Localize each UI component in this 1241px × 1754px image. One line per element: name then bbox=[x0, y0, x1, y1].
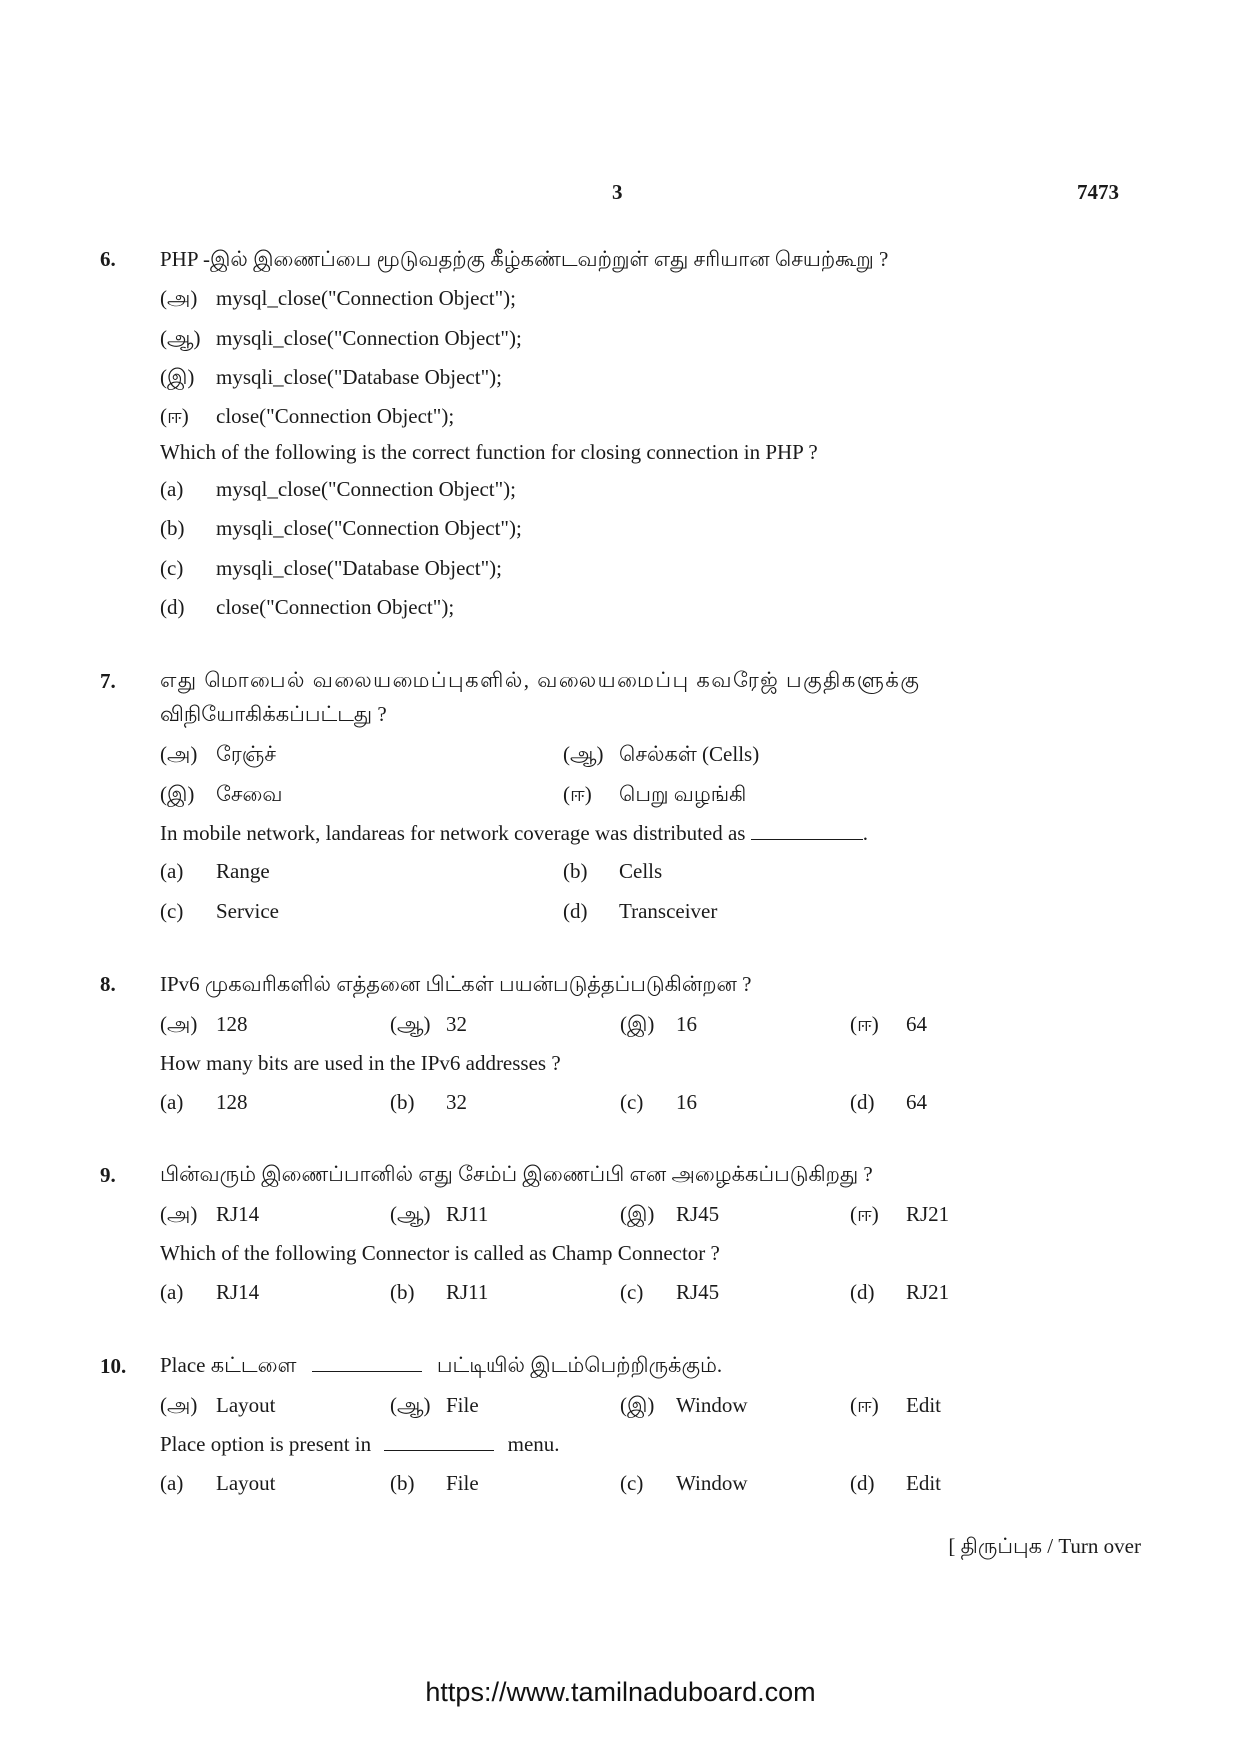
question-text-tamil: PHP -இல் இணைப்பை மூடுவதற்கு கீழ்கண்டவற்றுள் எது சரியான செயற்கூறு ? bbox=[160, 247, 889, 271]
option-english-d: (d) Edit bbox=[850, 1471, 941, 1495]
question-number: 9. bbox=[100, 1163, 116, 1187]
option-english-a: (a) RJ14 bbox=[160, 1280, 260, 1304]
question-number: 6. bbox=[100, 247, 116, 271]
option-tamil-b: (ஆ) RJ11 bbox=[390, 1202, 489, 1226]
option-tamil-b: (ஆ) File bbox=[390, 1393, 479, 1417]
answer-blank bbox=[751, 821, 863, 840]
option-english-a: (a) mysql_close("Connection Object"); bbox=[160, 477, 516, 501]
question-number: 10. bbox=[100, 1354, 127, 1378]
option-tamil-d: (ஈ) Edit bbox=[850, 1393, 941, 1417]
option-tamil-b: (ஆ) mysqli_close("Connection Object"); bbox=[160, 326, 522, 350]
option-english-c: (c) mysqli_close("Database Object"); bbox=[160, 556, 502, 580]
question-text-english: How many bits are used in the IPv6 addresses ? bbox=[160, 1051, 561, 1075]
option-english-d: (d) Transceiver bbox=[563, 899, 718, 923]
option-english-d: (d) close("Connection Object"); bbox=[160, 595, 455, 619]
question-text-tamil: Place கட்டளை பட்டியில் இடம்பெற்றிருக்கும். bbox=[160, 1353, 723, 1377]
option-english-a: (a) Layout bbox=[160, 1471, 276, 1495]
option-tamil-a: (அ) RJ14 bbox=[160, 1202, 260, 1226]
source-url[interactable]: https://www.tamilnaduboard.com bbox=[425, 1677, 816, 1707]
option-english-c: (c) RJ45 bbox=[620, 1280, 720, 1304]
option-tamil-d: (ஈ) 64 bbox=[850, 1012, 927, 1036]
option-tamil-a: (அ) ரேஞ்ச் bbox=[160, 742, 276, 766]
turn-over-note: [ திருப்புக / Turn over bbox=[948, 1534, 1141, 1558]
option-english-b: (b) mysqli_close("Connection Object"); bbox=[160, 516, 522, 540]
question-text-tamil: எது மொபைல் வலையமைப்புகளில், வலையமைப்பு கவரேஜ் பகுதிகளுக்கு bbox=[160, 668, 921, 692]
question-number: 8. bbox=[100, 972, 116, 996]
option-tamil-c: (இ) RJ45 bbox=[620, 1202, 720, 1226]
option-english-b: (b) Cells bbox=[563, 859, 663, 883]
option-english-c: (c) Window bbox=[620, 1471, 748, 1495]
option-tamil-d: (ஈ) RJ21 bbox=[850, 1202, 950, 1226]
option-english-a: (a) Range bbox=[160, 859, 270, 883]
option-english-b: (b) RJ11 bbox=[390, 1280, 489, 1304]
option-english-c: (c) Service bbox=[160, 899, 279, 923]
question-text-english: Place option is present in menu. bbox=[160, 1432, 560, 1456]
option-english-b: (b) File bbox=[390, 1471, 479, 1495]
question-number: 7. bbox=[100, 669, 116, 693]
question-text-english: In mobile network, landareas for network coverage was distributed as . bbox=[160, 821, 868, 845]
option-tamil-a: (அ) mysql_close("Connection Object"); bbox=[160, 286, 516, 310]
paper-code: 7473 bbox=[1077, 180, 1119, 204]
option-tamil-d: (ஈ) close("Connection Object"); bbox=[160, 404, 455, 428]
question-text-tamil: பின்வரும் இணைப்பானில் எது சேம்ப் இணைப்பி என அழைக்கப்படுகிறது ? bbox=[160, 1162, 873, 1186]
answer-blank bbox=[384, 1432, 494, 1451]
option-english-d: (d) 64 bbox=[850, 1090, 927, 1114]
option-tamil-c: (இ) சேவை bbox=[160, 782, 283, 806]
answer-blank bbox=[312, 1353, 422, 1372]
question-text-english: Which of the following Connector is called as Champ Connector ? bbox=[160, 1241, 720, 1265]
option-english-b: (b) 32 bbox=[390, 1090, 467, 1114]
option-tamil-a: (அ) 128 bbox=[160, 1012, 248, 1036]
option-english-a: (a) 128 bbox=[160, 1090, 248, 1114]
option-tamil-b: (ஆ) 32 bbox=[390, 1012, 467, 1036]
page-number: 3 bbox=[612, 180, 623, 204]
option-tamil-c: (இ) mysqli_close("Database Object"); bbox=[160, 365, 502, 389]
option-tamil-c: (இ) Window bbox=[620, 1393, 748, 1417]
question-text-tamil: IPv6 முகவரிகளில் எத்தனை பிட்கள் பயன்படுத்தப்படுகின்றன ? bbox=[160, 972, 752, 996]
question-text-english: Which of the following is the correct function for closing connection in PHP ? bbox=[160, 440, 818, 464]
question-text-tamil-cont: விநியோகிக்கப்பட்டது ? bbox=[160, 702, 387, 726]
option-english-d: (d) RJ21 bbox=[850, 1280, 950, 1304]
option-tamil-c: (இ) 16 bbox=[620, 1012, 697, 1036]
option-tamil-a: (அ) Layout bbox=[160, 1393, 276, 1417]
option-tamil-d: (ஈ) பெறு வழங்கி bbox=[563, 782, 747, 806]
option-tamil-b: (ஆ) செல்கள் (Cells) bbox=[563, 742, 760, 766]
option-english-c: (c) 16 bbox=[620, 1090, 697, 1114]
